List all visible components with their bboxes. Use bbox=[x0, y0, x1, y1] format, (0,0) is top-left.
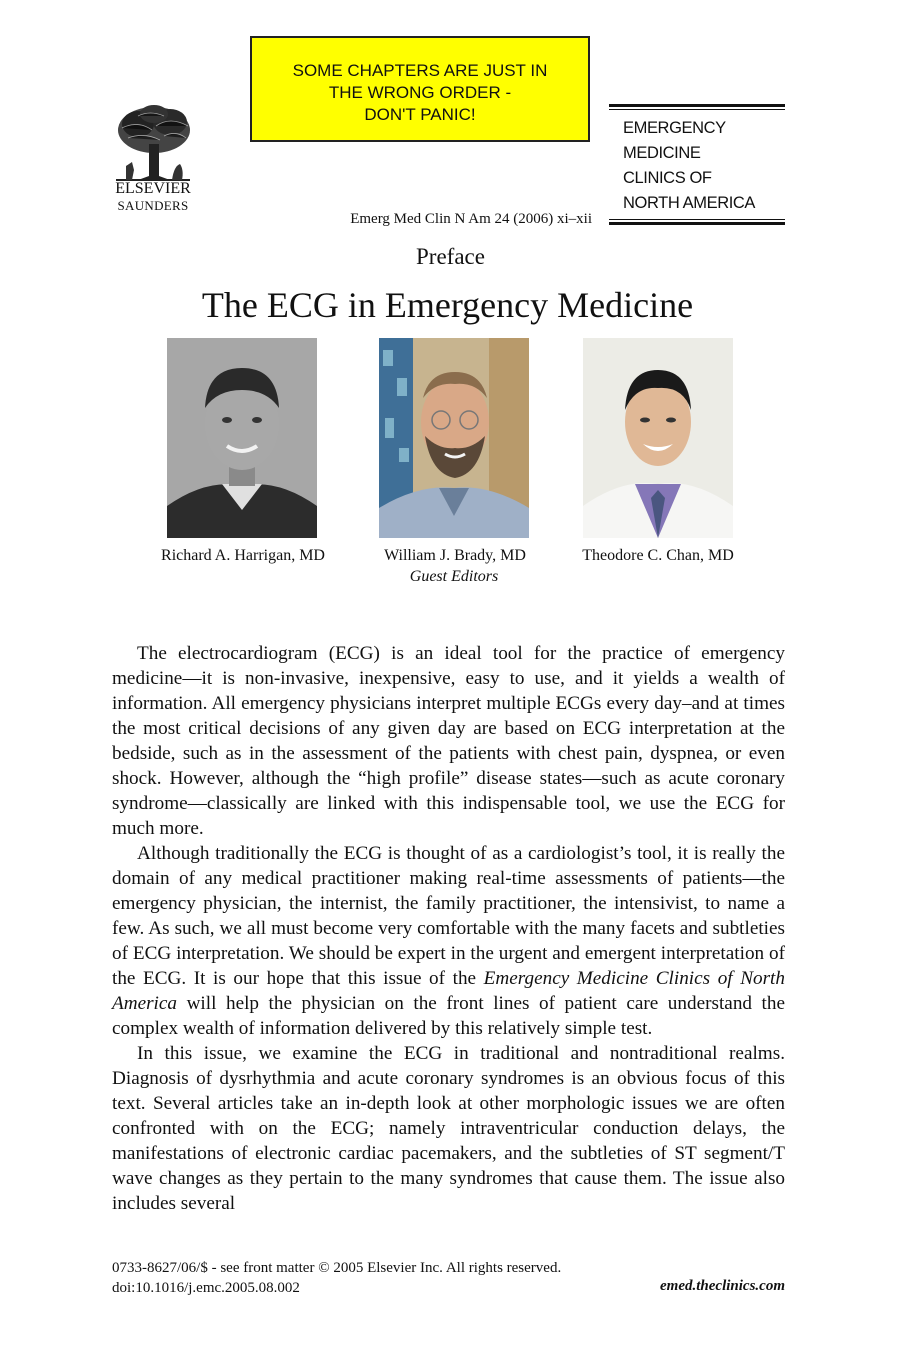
masthead-rule bbox=[609, 222, 785, 225]
article-title: The ECG in Emergency Medicine bbox=[201, 285, 694, 325]
editors-role: Guest Editors bbox=[409, 568, 499, 585]
sticky-note-line: THE WRONG ORDER - bbox=[328, 83, 512, 102]
sticky-note-line: DON'T PANIC! bbox=[364, 105, 476, 124]
section-label: Preface bbox=[416, 244, 485, 269]
editor-name: Richard A. Harrigan, MD bbox=[161, 547, 325, 564]
copyright-line: 0733-8627/06/$ - see front matter © 2005 Elsevier Inc. All rights reserved. bbox=[112, 1260, 562, 1276]
sticky-note-line: SOME CHAPTERS ARE JUST IN bbox=[292, 61, 548, 80]
paragraph: The electrocardiogram (ECG) is an ideal tool for the practice of emergency medicine—it is non-invasive, inexpensive, easy to use, and it yields a wealth of information. All emergency physicians interpret multiple ECGs every day–and at times the most critical decisions of any given day are based on ECG interpretation at the bedside, such as in the assessment of the patients with chest pain, dyspnea, or even shock. However, although the “high profile” disease states—such as acute coronary syndrome—classically are linked with this indispensable tool, we use the ECG for much more. bbox=[112, 643, 785, 839]
journal-reference: Emergency Medicine Clinics of North America bbox=[112, 968, 785, 1014]
masthead-rule bbox=[609, 104, 785, 107]
editor-photo bbox=[583, 338, 733, 538]
editor-name: William J. Brady, MD bbox=[384, 547, 526, 564]
publisher-imprint: SAUNDERS bbox=[117, 198, 189, 213]
journal-url[interactable]: emed.theclinics.com bbox=[660, 1278, 785, 1294]
sticky-note bbox=[250, 36, 590, 142]
journal-masthead bbox=[609, 104, 785, 226]
paragraph: Although traditionally the ECG is thought of as a cardiologist’s tool, it is really the domain of any medical practitioner making real-time assessments of patients—the emergency physician, the internist, the family practitioner, the intensivist, to name a few. As such, we all must become very comfortable with the many facets and subtleties of ECG interpretation. We should be expert in the urgent and emergent interpretation of the ECG. It is our hope that this issue of the Emergency Medicine Clinics of North America will help the physician on the front lines of patient care understand the complex wealth of information delivered by this relatively simple test. bbox=[112, 843, 785, 1039]
editor-photo bbox=[167, 338, 317, 538]
elsevier-tree-icon bbox=[108, 104, 198, 182]
publisher-name: ELSEVIER bbox=[115, 180, 191, 197]
masthead-rule bbox=[609, 219, 785, 220]
journal-title: EMERGENCY MEDICINE CLINICS OF NORTH AMERICA bbox=[623, 119, 756, 212]
elsevier-logo bbox=[108, 104, 198, 214]
doi-line: doi:10.1016/j.emc.2005.08.002 bbox=[112, 1280, 300, 1296]
editor-photo bbox=[379, 338, 529, 538]
citation: Emerg Med Clin N Am 24 (2006) xi–xii bbox=[350, 211, 592, 227]
masthead-rule bbox=[609, 109, 785, 110]
paragraph: In this issue, we examine the ECG in traditional and nontraditional realms. Diagnosis of dysrhythmia and acute coronary syndromes is an obvious focus of this text. Several articles take an in-depth look at other morphologic issues we are often confronted with on the ECG; namely intraventricular conduction delays, the manifestations of electronic cardiac pacemakers, and the subtleties of ST segment/T wave changes as they pertain to the many syndromes that cause them. The issue also includes several bbox=[112, 1043, 785, 1214]
body-text bbox=[112, 641, 785, 1216]
copyright-footer bbox=[112, 1258, 561, 1298]
editor-name: Theodore C. Chan, MD bbox=[582, 547, 734, 564]
